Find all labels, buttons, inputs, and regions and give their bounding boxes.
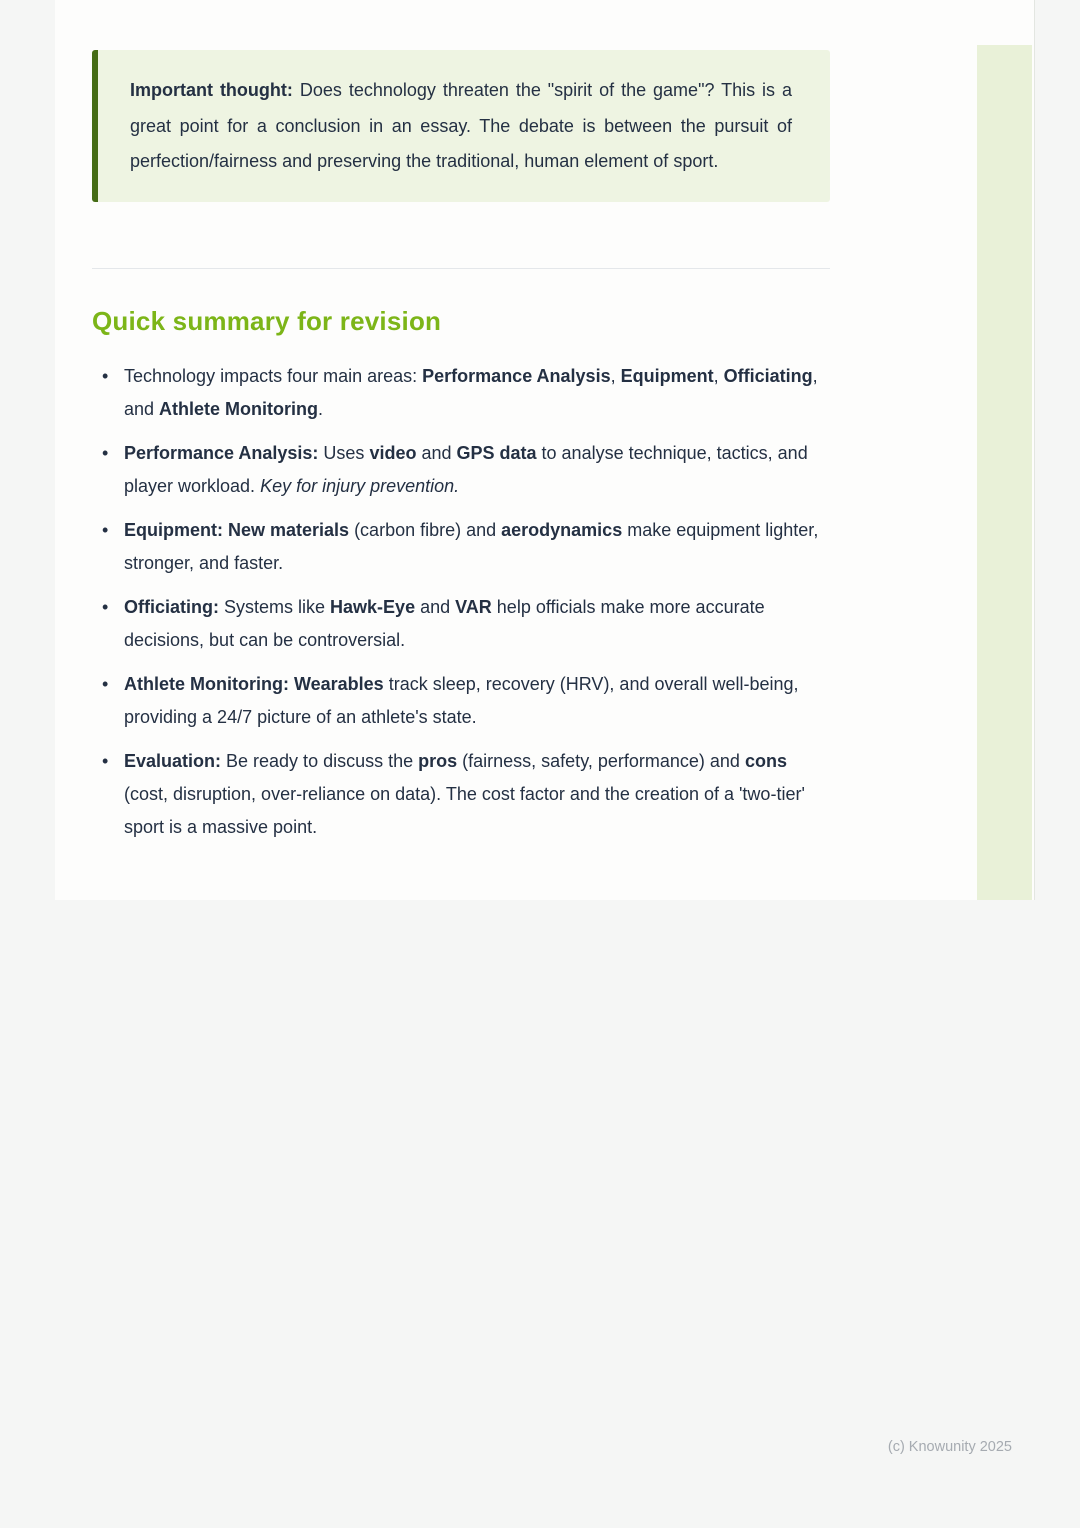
bold-text: pros — [418, 751, 458, 771]
bold-text: Equipment: New materials — [124, 520, 350, 540]
bold-text: Performance Analysis — [422, 366, 611, 386]
bold-text: Important thought: — [130, 80, 293, 100]
bullet-text — [124, 443, 808, 496]
summary-bullet-item — [92, 591, 832, 657]
summary-bullet-list — [92, 360, 832, 855]
bold-text: Officiating: — [124, 597, 219, 617]
summary-bullet-item — [92, 360, 832, 426]
bullet-marker: • — [102, 366, 109, 386]
section-divider — [92, 268, 830, 269]
summary-heading: Quick summary for revision — [92, 306, 442, 336]
body-text: Be ready to discuss the — [221, 751, 419, 771]
body-text: (fairness, safety, performance) and — [457, 751, 745, 771]
body-text: , — [610, 366, 621, 386]
bold-text: Hawk-Eye — [330, 597, 416, 617]
body-text: to analyse technique, tactics, and player workload. — [124, 443, 808, 496]
body-text: Does technology threaten the "spirit of the game"? This is a great point for a conclusion in an essay. The debate is between the pursuit of perfection/fairness and preserving the traditional, human element of sport. — [130, 80, 792, 171]
summary-bullet-item — [92, 745, 832, 844]
bullet-marker: • — [102, 674, 109, 694]
copyright-notice: (c) Knowunity 2025 — [887, 1439, 1012, 1455]
bold-text: Evaluation: — [124, 751, 222, 771]
body-text: Technology impacts four main areas: — [124, 366, 423, 386]
bullet-text — [124, 597, 765, 650]
summary-bullet-item — [92, 514, 832, 580]
body-text: and — [415, 597, 456, 617]
bold-text: VAR — [455, 597, 492, 617]
page-edge-stripe — [977, 45, 1032, 900]
bullet-marker: • — [102, 751, 109, 771]
bullet-text — [124, 520, 818, 573]
bullet-marker: • — [102, 443, 109, 463]
bold-text: Performance Analysis: — [124, 443, 319, 463]
summary-bullet-item — [92, 437, 832, 503]
important-thought-callout — [92, 50, 830, 202]
body-text: Systems like — [219, 597, 331, 617]
body-text: (carbon fibre) and — [349, 520, 502, 540]
bullet-text — [124, 674, 799, 727]
body-text: track sleep, recovery (HRV), and overall well-being, providing a 24/7 picture of an athlete's state. — [124, 674, 799, 727]
summary-bullet-item — [92, 668, 832, 734]
body-text: help officials make more accurate decisions, but can be controversial. — [124, 597, 765, 650]
bold-text: cons — [744, 751, 787, 771]
bold-text: Equipment — [620, 366, 714, 386]
bullet-marker: • — [102, 520, 109, 540]
body-text: make equipment lighter, stronger, and faster. — [124, 520, 819, 573]
bold-text: Athlete Monitoring: Wearables — [124, 674, 384, 694]
bullet-text — [124, 751, 805, 837]
bold-text: Officiating — [723, 366, 813, 386]
bullet-marker: • — [102, 597, 109, 617]
bullet-text — [124, 366, 818, 419]
bold-text: GPS data — [456, 443, 537, 463]
bold-text: Athlete Monitoring — [159, 399, 319, 419]
body-text: (cost, disruption, over-reliance on data). The cost factor and the creation of a 'two-tier' sport is a massive point. — [124, 784, 805, 837]
body-text: Uses — [318, 443, 370, 463]
body-text: and — [416, 443, 457, 463]
bold-text: aerodynamics — [501, 520, 623, 540]
body-text: , — [713, 366, 724, 386]
italic-text: Key for injury prevention. — [260, 476, 460, 496]
body-text: , and — [124, 366, 818, 419]
bold-text: video — [369, 443, 417, 463]
body-text: . — [318, 399, 324, 419]
